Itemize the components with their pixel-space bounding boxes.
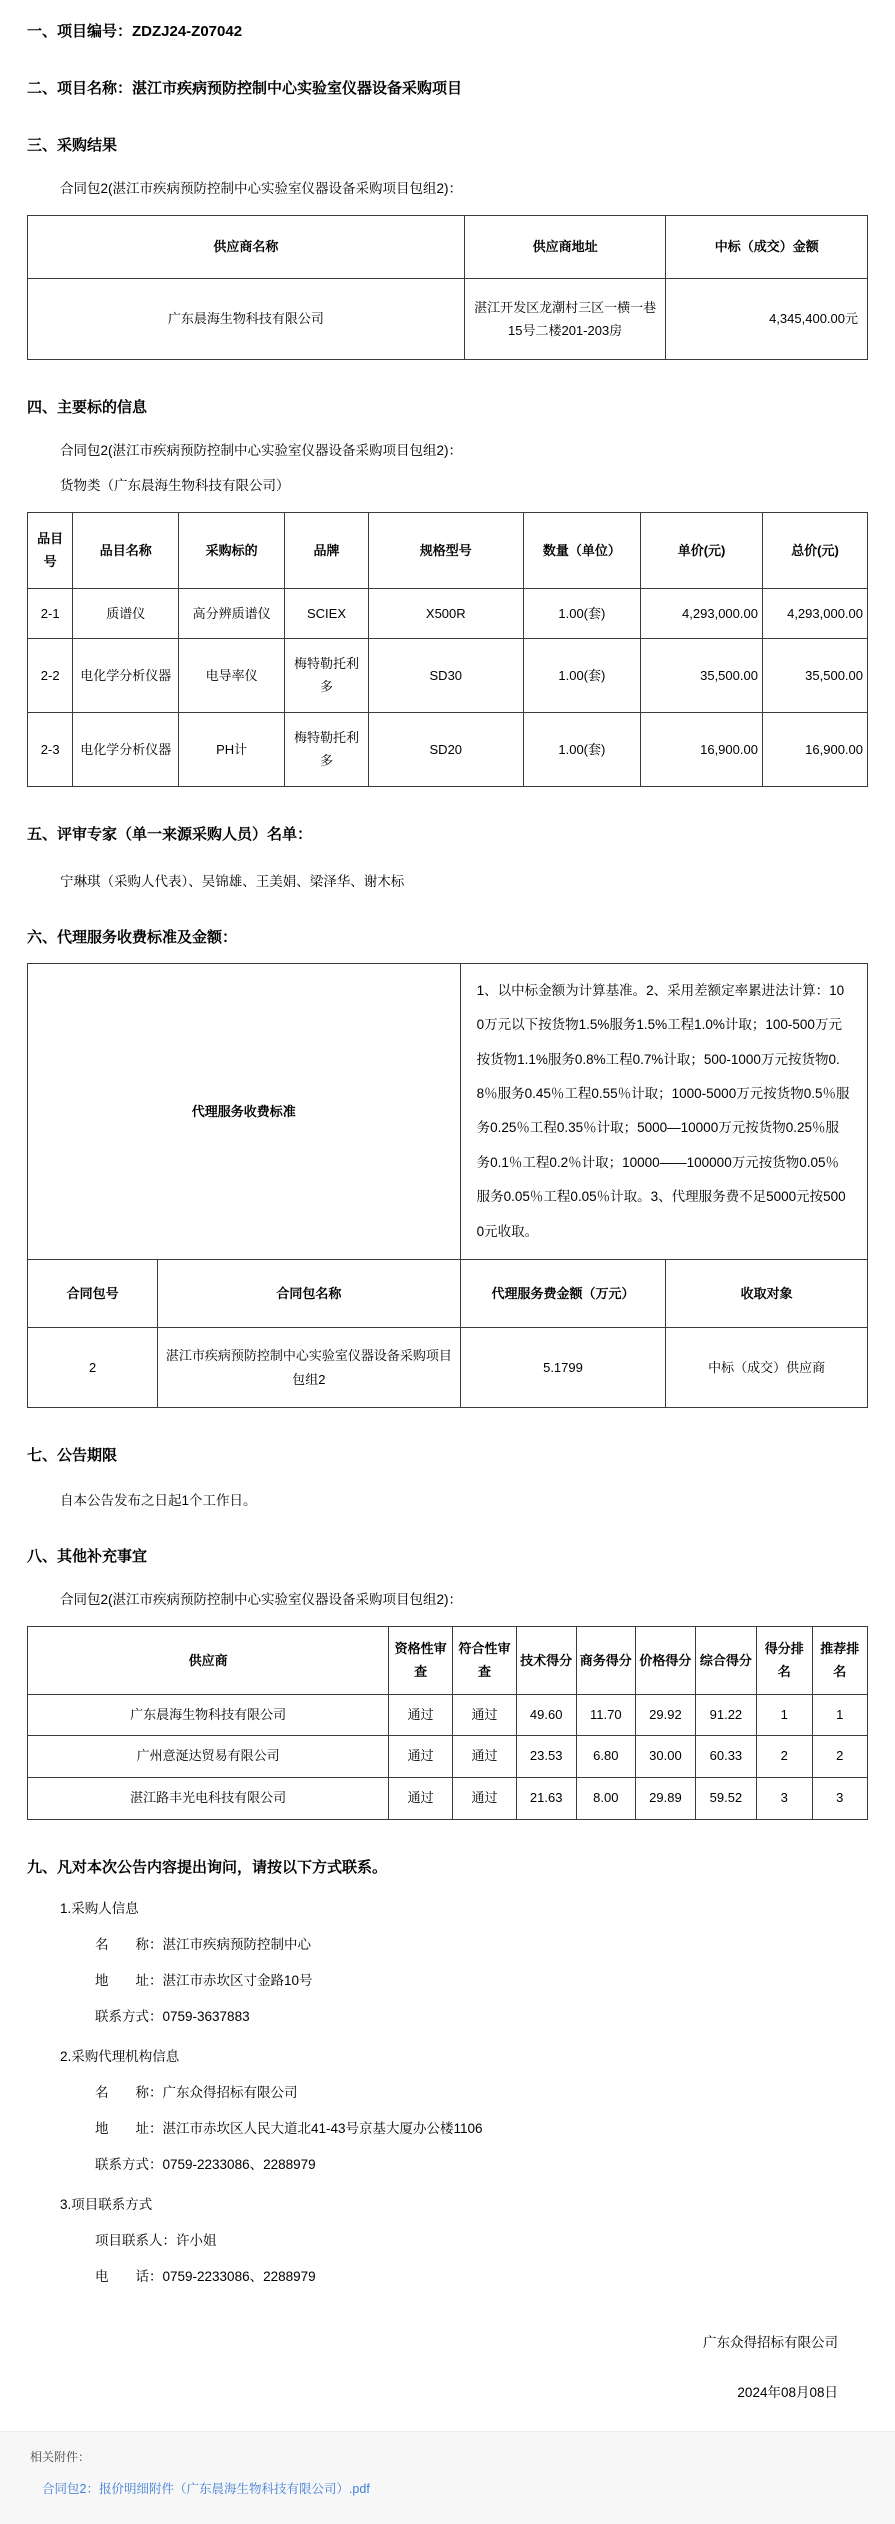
agency-fee-table [27, 963, 868, 1409]
cell-total-price: 16,900.00 [762, 712, 867, 786]
cell: 8.00 [576, 1778, 636, 1820]
cell: SCIEX [285, 588, 369, 638]
cell-award-amount: 4,345,400.00元 [666, 278, 868, 360]
cell: 3 [812, 1778, 868, 1820]
cell: 通过 [453, 1736, 517, 1778]
main-subject-heading: 四、主要标的信息 [27, 399, 148, 417]
table-row [28, 712, 868, 786]
table-header-row [28, 216, 868, 278]
project-name-heading: 二、项目名称：湛江市疾病预防控制中心实验室仪器设备采购项目 [27, 80, 463, 97]
header-cell: 推荐排名 [812, 1627, 868, 1694]
cell-supplier-name: 广东晨海生物科技有限公司 [28, 278, 465, 360]
cell-total-price: 4,293,000.00 [762, 588, 867, 638]
agency-address: 地 址：湛江市赤坎区人民大道北41-43号京基大厦办公楼1106 [95, 2121, 483, 2137]
cell: 2 [757, 1736, 812, 1778]
header-cell: 得分排名 [757, 1627, 812, 1694]
cell-package-name: 湛江市疾病预防控制中心实验室仪器设备采购项目包组2 [158, 1328, 460, 1408]
cell-unit-price: 4,293,000.00 [641, 588, 763, 638]
subject-category-note: 货物类（广东晨海生物科技有限公司） [60, 477, 290, 493]
header-cell: 价格得分 [636, 1627, 696, 1694]
signature-block [27, 2331, 868, 2401]
cell-supplier: 广州意涎达贸易有限公司 [28, 1736, 389, 1778]
cell: 1.00(套) [523, 639, 641, 713]
experts-heading: 五、评审专家（单一来源采购人员）名单： [27, 825, 313, 843]
cell: 29.92 [636, 1694, 696, 1736]
cell: SD30 [369, 639, 524, 713]
cell: 1.00(套) [523, 588, 641, 638]
cell: 23.53 [516, 1736, 576, 1778]
attachment-pdf-link[interactable]: 合同包2：报价明细附件（广东晨海生物科技有限公司）.pdf [42, 2482, 370, 2497]
header-cell: 数量（单位） [523, 512, 641, 588]
cell: 电化学分析仪器 [73, 639, 179, 713]
evaluation-table [27, 1626, 868, 1820]
header-cell: 中标（成交）金额 [666, 216, 868, 278]
purchaser-address: 地 址：湛江市赤坎区寸金路10号 [95, 1973, 313, 1989]
header-cell: 资格性审查 [389, 1627, 453, 1694]
cell-supplier: 湛江路丰光电科技有限公司 [28, 1778, 389, 1820]
fee-standard-label: 代理服务收费标准 [28, 963, 461, 1259]
cell: 梅特勒托利多 [285, 712, 369, 786]
expert-names: 宁琳琪（采购人代表）、吴锦雄、王美娟、梁泽华、谢木标 [60, 873, 405, 889]
subject-package-note: 合同包2(湛江市疾病预防控制中心实验室仪器设备采购项目包组2)： [60, 443, 463, 459]
cell: 30.00 [636, 1736, 696, 1778]
project-contact-title: 3.项目联系方式 [60, 2197, 153, 2213]
cell: 通过 [453, 1694, 517, 1736]
main-subject-table [27, 512, 868, 787]
header-cell: 代理服务费金额（万元） [460, 1260, 666, 1328]
contact-heading: 九、凡对本次公告内容提出询问，请按以下方式联系。 [27, 1859, 388, 1877]
table-row [28, 1328, 868, 1408]
cell: 6.80 [576, 1736, 636, 1778]
signature-company: 广东众得招标有限公司 [703, 2335, 838, 2351]
signature-date: 2024年08月08日 [737, 2385, 838, 2401]
cell: 59.52 [695, 1778, 756, 1820]
cell: PH计 [179, 712, 285, 786]
cell-supplier-address: 湛江开发区龙潮村三区一横一巷15号二楼201-203房 [464, 278, 666, 360]
header-cell: 综合得分 [695, 1627, 756, 1694]
header-cell: 合同包名称 [158, 1260, 460, 1328]
cell: 49.60 [516, 1694, 576, 1736]
cell: 质谱仪 [73, 588, 179, 638]
cell: 1 [812, 1694, 868, 1736]
header-cell: 商务得分 [576, 1627, 636, 1694]
header-cell: 供应商地址 [464, 216, 666, 278]
cell: 梅特勒托利多 [285, 639, 369, 713]
header-cell: 技术得分 [516, 1627, 576, 1694]
project-contact-person: 项目联系人：许小姐 [95, 2233, 217, 2249]
cell: 1 [757, 1694, 812, 1736]
header-cell: 品牌 [285, 512, 369, 588]
cell-fee-amount: 5.1799 [460, 1328, 666, 1408]
related-attachments-footer [0, 2431, 895, 2524]
cell: 11.70 [576, 1694, 636, 1736]
cell: X500R [369, 588, 524, 638]
fee-standard-text: 1、以中标金额为计算基准。2、采用差额定率累进法计算：100万元以下按货物1.5%服务1.5%工程1.0%计取；100-500万元按货物1.1%服务0.8%工程0.7%计取；500-1000万元按货物0.8％服务0.45％工程0.55％计取；1000-5000万元按货物0.5％服务0.25％工程0.35％计取；5000—10000万元按货物0.25％服务0.1％工程0.2％计取；10000——100000万元按货物0.05％服务0.05％工程0.05％计取。3、代理服务费不足5000元按5000元收取。 [460, 963, 867, 1259]
supplement-package-note: 合同包2(湛江市疾病预防控制中心实验室仪器设备采购项目包组2)： [60, 1592, 463, 1608]
header-cell: 总价(元) [762, 512, 867, 588]
table-row [28, 639, 868, 713]
cell-unit-price: 16,900.00 [641, 712, 763, 786]
attachments-label: 相关附件： [30, 2450, 91, 2465]
cell: 60.33 [695, 1736, 756, 1778]
header-cell: 符合性审查 [453, 1627, 517, 1694]
cell: SD20 [369, 712, 524, 786]
supplement-heading: 八、其他补充事宜 [27, 1548, 148, 1566]
cell: 2-1 [28, 588, 73, 638]
cell: 2-3 [28, 712, 73, 786]
cell: 电化学分析仪器 [73, 712, 179, 786]
project-contact-phone: 电 话：0759-2233086、2288979 [95, 2269, 316, 2285]
cell: 通过 [389, 1736, 453, 1778]
header-cell: 采购标的 [179, 512, 285, 588]
project-number-heading: 一、项目编号：ZDZJ24-Z07042 [27, 23, 243, 40]
header-cell: 供应商 [28, 1627, 389, 1694]
purchaser-name: 名 称：湛江市疾病预防控制中心 [95, 1937, 311, 1953]
cell: 通过 [453, 1778, 517, 1820]
header-cell: 单价(元) [641, 512, 763, 588]
header-cell: 品目名称 [73, 512, 179, 588]
cell-fee-payer: 中标（成交）供应商 [666, 1328, 868, 1408]
cell: 1.00(套) [523, 712, 641, 786]
purchaser-info-title: 1.采购人信息 [60, 1901, 139, 1917]
notice-period-text: 自本公告发布之日起1个工作日。 [60, 1493, 257, 1509]
cell: 91.22 [695, 1694, 756, 1736]
purchaser-phone: 联系方式：0759-3637883 [95, 2009, 250, 2025]
cell: 2 [812, 1736, 868, 1778]
table-header-row [28, 1627, 868, 1694]
table-row [28, 1736, 868, 1778]
header-cell: 供应商名称 [28, 216, 465, 278]
cell: 3 [757, 1778, 812, 1820]
cell: 通过 [389, 1778, 453, 1820]
agency-info-title: 2.采购代理机构信息 [60, 2049, 180, 2065]
cell-supplier: 广东晨海生物科技有限公司 [28, 1694, 389, 1736]
cell-package-no: 2 [28, 1328, 158, 1408]
table-header-row [28, 512, 868, 588]
cell: 21.63 [516, 1778, 576, 1820]
header-cell: 规格型号 [369, 512, 524, 588]
table-row [28, 588, 868, 638]
cell-total-price: 35,500.00 [762, 639, 867, 713]
agency-fee-heading: 六、代理服务收费标准及金额： [27, 928, 238, 946]
fee-standard-row [28, 963, 868, 1259]
cell-unit-price: 35,500.00 [641, 639, 763, 713]
table-row [28, 1694, 868, 1736]
header-cell: 合同包号 [28, 1260, 158, 1328]
agency-phone: 联系方式：0759-2233086、2288979 [95, 2157, 316, 2173]
notice-period-heading: 七、公告期限 [27, 1447, 118, 1465]
table-header-row [28, 1260, 868, 1328]
header-cell: 品目号 [28, 512, 73, 588]
procurement-result-table [27, 215, 868, 360]
agency-name: 名 称：广东众得招标有限公司 [95, 2085, 298, 2101]
cell: 高分辨质谱仪 [179, 588, 285, 638]
cell: 电导率仪 [179, 639, 285, 713]
procurement-result-heading: 三、采购结果 [27, 137, 118, 154]
cell: 通过 [389, 1694, 453, 1736]
cell: 29.89 [636, 1778, 696, 1820]
table-row [28, 1778, 868, 1820]
table-row [28, 278, 868, 360]
result-package-note: 合同包2(湛江市疾病预防控制中心实验室仪器设备采购项目包组2)： [60, 181, 463, 196]
cell: 2-2 [28, 639, 73, 713]
header-cell: 收取对象 [666, 1260, 868, 1328]
